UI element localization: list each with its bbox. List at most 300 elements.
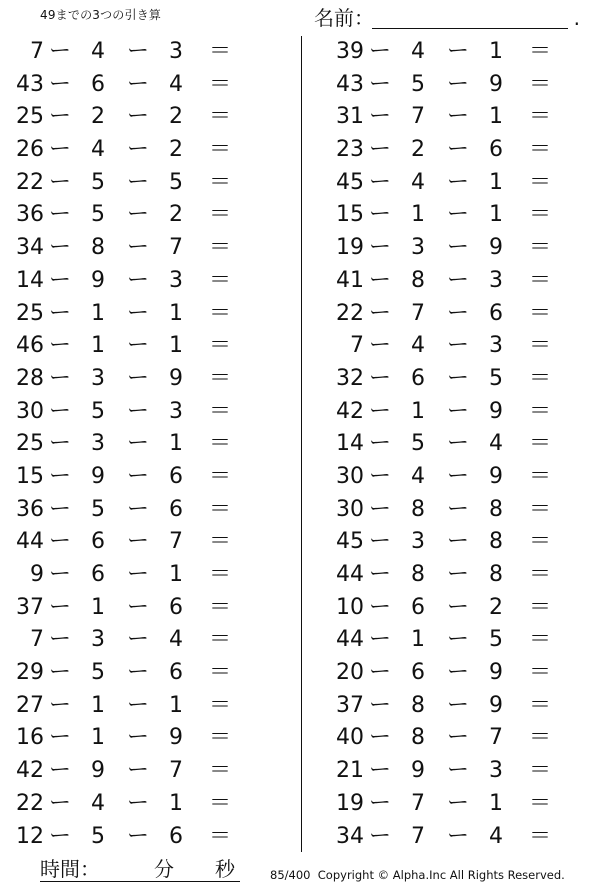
name-label: 名前： — [314, 6, 374, 30]
minus-sign: ー — [48, 398, 71, 424]
equals-sign: ＝ — [528, 398, 551, 424]
minus-sign: ー — [48, 267, 71, 293]
minus-sign: ー — [446, 496, 469, 522]
equals-sign: ＝ — [528, 39, 551, 64]
second-number: 1 — [91, 594, 105, 620]
problem-row — [0, 199, 290, 232]
minus-sign: ー — [48, 463, 71, 489]
first-number: 43 — [16, 71, 44, 97]
first-number: 25 — [16, 300, 44, 326]
third-number: 2 — [489, 594, 503, 620]
first-number: 22 — [16, 790, 44, 816]
name-underline — [372, 28, 568, 29]
first-number: 7 — [350, 333, 364, 359]
minus-sign: ー — [126, 823, 149, 849]
third-number: 3 — [489, 758, 503, 784]
third-number: 6 — [169, 660, 183, 686]
minus-sign: ー — [126, 169, 149, 195]
minus-sign: ー — [446, 39, 469, 64]
equals-sign: ＝ — [208, 267, 231, 293]
problem-row — [0, 526, 290, 559]
minus-sign: ー — [48, 202, 71, 228]
problem-row — [320, 134, 600, 167]
problem-row — [320, 363, 600, 396]
first-number: 30 — [16, 398, 44, 424]
minus-sign: ー — [126, 398, 149, 424]
second-number: 7 — [411, 104, 425, 130]
equals-sign: ＝ — [528, 529, 551, 555]
minus-sign: ー — [48, 692, 71, 718]
equals-sign: ＝ — [528, 137, 551, 163]
third-number: 7 — [169, 529, 183, 555]
first-number: 7 — [30, 627, 44, 653]
equals-sign: ＝ — [528, 627, 551, 653]
first-number: 36 — [16, 496, 44, 522]
minus-sign: ー — [368, 431, 391, 457]
equals-sign: ＝ — [528, 169, 551, 195]
problem-row — [320, 36, 600, 69]
equals-sign: ＝ — [208, 235, 231, 261]
minus-sign: ー — [126, 594, 149, 620]
equals-sign: ＝ — [528, 594, 551, 620]
minus-sign: ー — [48, 758, 71, 784]
problem-row — [0, 690, 290, 723]
equals-sign: ＝ — [528, 790, 551, 816]
problem-row — [320, 396, 600, 429]
problem-row — [0, 722, 290, 755]
first-number: 45 — [336, 169, 364, 195]
first-number: 29 — [16, 660, 44, 686]
second-number: 8 — [411, 496, 425, 522]
third-number: 2 — [169, 137, 183, 163]
second-number: 1 — [91, 300, 105, 326]
third-number: 1 — [169, 692, 183, 718]
second-number: 7 — [411, 300, 425, 326]
equals-sign: ＝ — [528, 725, 551, 751]
problem-row — [320, 690, 600, 723]
minus-sign: ー — [126, 333, 149, 359]
second-number: 1 — [411, 202, 425, 228]
minus-sign: ー — [446, 235, 469, 261]
problem-row — [0, 363, 290, 396]
minus-sign: ー — [368, 529, 391, 555]
first-number: 28 — [16, 365, 44, 391]
second-number: 4 — [411, 333, 425, 359]
third-number: 6 — [169, 594, 183, 620]
minus-sign: ー — [126, 267, 149, 293]
third-number: 1 — [169, 333, 183, 359]
second-number: 4 — [411, 39, 425, 64]
equals-sign: ＝ — [208, 758, 231, 784]
minus-sign: ー — [368, 104, 391, 130]
problem-row — [320, 657, 600, 690]
first-number: 7 — [30, 39, 44, 64]
minus-sign: ー — [368, 333, 391, 359]
minus-sign: ー — [368, 39, 391, 64]
second-number: 4 — [91, 39, 105, 64]
problem-row — [0, 821, 290, 854]
problem-row — [0, 461, 290, 494]
equals-sign: ＝ — [528, 365, 551, 391]
second-number: 1 — [91, 725, 105, 751]
problem-row — [320, 559, 600, 592]
third-number: 4 — [489, 431, 503, 457]
equals-sign: ＝ — [528, 300, 551, 326]
second-number: 9 — [91, 267, 105, 293]
minus-sign: ー — [48, 71, 71, 97]
first-number: 25 — [16, 431, 44, 457]
third-number: 7 — [489, 725, 503, 751]
minus-sign: ー — [446, 627, 469, 653]
equals-sign: ＝ — [208, 627, 231, 653]
third-number: 9 — [169, 365, 183, 391]
minus-sign: ー — [126, 104, 149, 130]
minus-sign: ー — [126, 235, 149, 261]
first-number: 22 — [336, 300, 364, 326]
equals-sign: ＝ — [208, 169, 231, 195]
equals-sign: ＝ — [528, 104, 551, 130]
minus-sign: ー — [48, 594, 71, 620]
problem-row — [0, 167, 290, 200]
equals-sign: ＝ — [208, 725, 231, 751]
problem-row — [320, 199, 600, 232]
minus-sign: ー — [48, 431, 71, 457]
minus-sign: ー — [48, 823, 71, 849]
minus-sign: ー — [446, 692, 469, 718]
third-number: 1 — [169, 300, 183, 326]
second-number: 1 — [411, 398, 425, 424]
minus-sign: ー — [368, 758, 391, 784]
third-number: 9 — [489, 235, 503, 261]
problem-row — [320, 722, 600, 755]
third-number: 1 — [489, 39, 503, 64]
problem-row — [320, 788, 600, 821]
first-number: 19 — [336, 235, 364, 261]
first-number: 15 — [16, 463, 44, 489]
third-number: 5 — [489, 365, 503, 391]
minus-sign: ー — [126, 365, 149, 391]
third-number: 2 — [169, 104, 183, 130]
first-number: 30 — [336, 463, 364, 489]
first-number: 44 — [336, 562, 364, 587]
second-number: 2 — [411, 137, 425, 163]
equals-sign: ＝ — [528, 71, 551, 97]
minus-sign: ー — [48, 627, 71, 653]
minus-sign: ー — [446, 725, 469, 751]
third-number: 6 — [489, 137, 503, 163]
minus-sign: ー — [446, 594, 469, 620]
minus-sign: ー — [48, 169, 71, 195]
first-number: 46 — [16, 333, 44, 359]
second-number: 3 — [91, 431, 105, 457]
equals-sign: ＝ — [528, 660, 551, 686]
first-number: 23 — [336, 137, 364, 163]
second-number: 8 — [411, 562, 425, 587]
second-number: 3 — [91, 365, 105, 391]
third-number: 3 — [169, 39, 183, 64]
minus-sign: ー — [126, 39, 149, 64]
minus-sign: ー — [368, 300, 391, 326]
equals-sign: ＝ — [208, 562, 231, 587]
minus-sign: ー — [126, 627, 149, 653]
third-number: 9 — [489, 692, 503, 718]
minus-sign: ー — [446, 398, 469, 424]
minus-sign: ー — [368, 365, 391, 391]
equals-sign: ＝ — [208, 660, 231, 686]
second-number: 1 — [411, 627, 425, 653]
equals-sign: ＝ — [208, 823, 231, 849]
problem-row — [320, 494, 600, 527]
timer-label: 時間： — [40, 857, 100, 881]
minus-sign: ー — [126, 529, 149, 555]
third-number: 6 — [489, 300, 503, 326]
second-number: 4 — [91, 790, 105, 816]
first-number: 14 — [336, 431, 364, 457]
problem-row — [0, 265, 290, 298]
problem-row — [320, 101, 600, 134]
minus-sign: ー — [126, 725, 149, 751]
equals-sign: ＝ — [528, 431, 551, 457]
third-number: 6 — [169, 463, 183, 489]
timer-underline — [40, 881, 240, 882]
minus-sign: ー — [446, 333, 469, 359]
third-number: 9 — [169, 725, 183, 751]
problem-row — [320, 298, 600, 331]
minus-sign: ー — [446, 758, 469, 784]
first-number: 44 — [336, 627, 364, 653]
equals-sign: ＝ — [528, 823, 551, 849]
footer — [270, 868, 565, 882]
minus-sign: ー — [446, 529, 469, 555]
minus-sign: ー — [446, 431, 469, 457]
minus-sign: ー — [368, 725, 391, 751]
minus-sign: ー — [446, 823, 469, 849]
first-number: 30 — [336, 496, 364, 522]
first-number: 40 — [336, 725, 364, 751]
first-number: 14 — [16, 267, 44, 293]
minus-sign: ー — [48, 333, 71, 359]
equals-sign: ＝ — [528, 267, 551, 293]
problem-row — [320, 167, 600, 200]
third-number: 7 — [169, 235, 183, 261]
third-number: 3 — [169, 267, 183, 293]
problem-row — [320, 526, 600, 559]
first-number: 34 — [336, 823, 364, 849]
first-number: 37 — [336, 692, 364, 718]
minus-sign: ー — [446, 104, 469, 130]
equals-sign: ＝ — [208, 463, 231, 489]
first-number: 42 — [336, 398, 364, 424]
minus-sign: ー — [368, 463, 391, 489]
first-number: 15 — [336, 202, 364, 228]
equals-sign: ＝ — [208, 529, 231, 555]
left-problem-column — [0, 36, 290, 853]
third-number: 4 — [169, 627, 183, 653]
equals-sign: ＝ — [208, 202, 231, 228]
third-number: 3 — [489, 267, 503, 293]
third-number: 4 — [489, 823, 503, 849]
equals-sign: ＝ — [208, 398, 231, 424]
second-number: 3 — [411, 235, 425, 261]
problem-row — [0, 755, 290, 788]
minus-sign: ー — [368, 496, 391, 522]
equals-sign: ＝ — [208, 104, 231, 130]
equals-sign: ＝ — [208, 71, 231, 97]
minus-sign: ー — [368, 627, 391, 653]
problem-row — [320, 232, 600, 265]
first-number: 31 — [336, 104, 364, 130]
first-number: 37 — [16, 594, 44, 620]
second-number: 3 — [411, 529, 425, 555]
minus-sign: ー — [446, 137, 469, 163]
minus-sign: ー — [368, 692, 391, 718]
minus-sign: ー — [48, 529, 71, 555]
minus-sign: ー — [446, 300, 469, 326]
problem-row — [0, 36, 290, 69]
minus-sign: ー — [48, 790, 71, 816]
problem-row — [0, 330, 290, 363]
problem-row — [0, 657, 290, 690]
first-number: 34 — [16, 235, 44, 261]
third-number: 9 — [489, 71, 503, 97]
second-number: 6 — [411, 594, 425, 620]
minus-sign: ー — [48, 725, 71, 751]
minus-sign: ー — [446, 562, 469, 587]
minus-sign: ー — [368, 235, 391, 261]
equals-sign: ＝ — [208, 790, 231, 816]
minus-sign: ー — [126, 202, 149, 228]
problem-row — [0, 494, 290, 527]
second-number: 8 — [91, 235, 105, 261]
third-number: 9 — [489, 463, 503, 489]
second-number: 6 — [411, 365, 425, 391]
second-number: 7 — [411, 790, 425, 816]
problem-row — [320, 265, 600, 298]
minus-sign: ー — [446, 267, 469, 293]
minus-sign: ー — [368, 562, 391, 587]
equals-sign: ＝ — [208, 137, 231, 163]
equals-sign: ＝ — [208, 333, 231, 359]
problem-row — [0, 788, 290, 821]
first-number: 25 — [16, 104, 44, 130]
equals-sign: ＝ — [208, 692, 231, 718]
second-number: 6 — [91, 71, 105, 97]
minus-sign: ー — [48, 562, 71, 587]
third-number: 6 — [169, 496, 183, 522]
first-number: 19 — [336, 790, 364, 816]
third-number: 8 — [489, 496, 503, 522]
minus-sign: ー — [126, 71, 149, 97]
second-number: 3 — [91, 627, 105, 653]
second-number: 5 — [91, 169, 105, 195]
third-number: 3 — [169, 398, 183, 424]
problem-row — [0, 428, 290, 461]
second-number: 1 — [91, 692, 105, 718]
equals-sign: ＝ — [208, 431, 231, 457]
equals-sign: ＝ — [208, 365, 231, 391]
third-number: 7 — [169, 758, 183, 784]
minus-sign: ー — [126, 137, 149, 163]
problem-row — [0, 559, 290, 592]
second-number: 2 — [91, 104, 105, 130]
minus-sign: ー — [48, 300, 71, 326]
third-number: 1 — [489, 104, 503, 130]
equals-sign: ＝ — [528, 235, 551, 261]
third-number: 1 — [489, 202, 503, 228]
second-number: 6 — [91, 529, 105, 555]
equals-sign: ＝ — [528, 692, 551, 718]
first-number: 44 — [16, 529, 44, 555]
first-number: 45 — [336, 529, 364, 555]
equals-sign: ＝ — [528, 333, 551, 359]
timer-seconds-label: 秒 — [215, 857, 235, 881]
third-number: 1 — [169, 431, 183, 457]
problem-row — [0, 69, 290, 102]
problem-row — [320, 461, 600, 494]
first-number: 39 — [336, 39, 364, 64]
problem-row — [0, 134, 290, 167]
second-number: 4 — [411, 463, 425, 489]
third-number: 1 — [169, 790, 183, 816]
minus-sign: ー — [48, 660, 71, 686]
second-number: 1 — [91, 333, 105, 359]
second-number: 6 — [411, 660, 425, 686]
column-divider — [301, 36, 302, 852]
minus-sign: ー — [48, 137, 71, 163]
problem-row — [0, 101, 290, 134]
minus-sign: ー — [446, 365, 469, 391]
minus-sign: ー — [368, 790, 391, 816]
problem-row — [320, 428, 600, 461]
first-number: 36 — [16, 202, 44, 228]
third-number: 1 — [489, 790, 503, 816]
first-number: 12 — [16, 823, 44, 849]
first-number: 21 — [336, 758, 364, 784]
problem-row — [0, 592, 290, 625]
second-number: 5 — [91, 398, 105, 424]
minus-sign: ー — [446, 202, 469, 228]
equals-sign: ＝ — [208, 300, 231, 326]
problem-row — [0, 624, 290, 657]
first-number: 41 — [336, 267, 364, 293]
minus-sign: ー — [126, 758, 149, 784]
first-number: 32 — [336, 365, 364, 391]
third-number: 8 — [489, 562, 503, 587]
problem-row — [320, 755, 600, 788]
equals-sign: ＝ — [528, 463, 551, 489]
second-number: 5 — [91, 496, 105, 522]
second-number: 5 — [411, 431, 425, 457]
equals-sign: ＝ — [208, 594, 231, 620]
minus-sign: ー — [126, 463, 149, 489]
problem-row — [320, 821, 600, 854]
first-number: 27 — [16, 692, 44, 718]
minus-sign: ー — [446, 71, 469, 97]
name-end-dot: . — [573, 6, 580, 30]
problem-row — [0, 396, 290, 429]
minus-sign: ー — [126, 300, 149, 326]
minus-sign: ー — [368, 169, 391, 195]
first-number: 26 — [16, 137, 44, 163]
first-number: 10 — [336, 594, 364, 620]
problem-row — [0, 298, 290, 331]
timer-field[interactable] — [40, 856, 240, 884]
minus-sign: ー — [368, 71, 391, 97]
third-number: 8 — [489, 529, 503, 555]
worksheet-title: 49までの3つの引き算 — [40, 8, 162, 22]
name-field[interactable] — [314, 4, 584, 32]
minus-sign: ー — [48, 104, 71, 130]
